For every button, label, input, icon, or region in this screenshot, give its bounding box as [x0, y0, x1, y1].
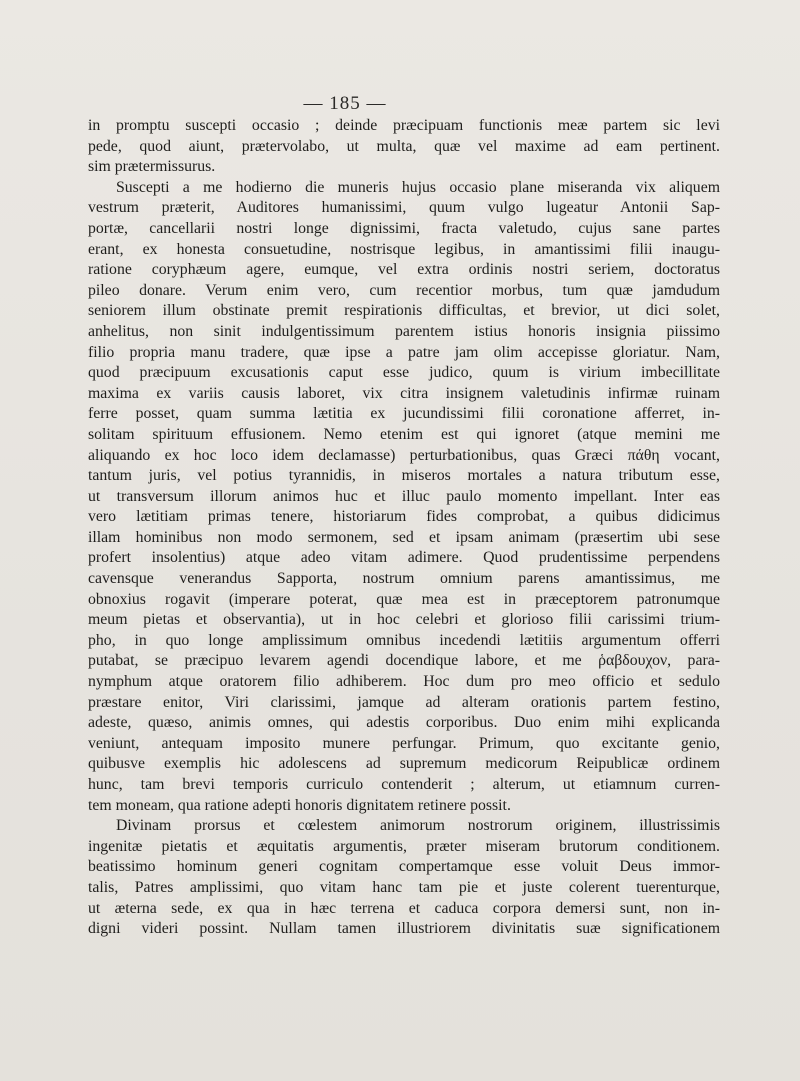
- text-line: profert insolentius) atque adeo vitam adimere. Quod prudentissime perpendens: [88, 549, 720, 567]
- text-line: aliquando ex hoc loco idem declamasse) perturbationibus, quas Græci πάθη vocant,: [88, 446, 720, 464]
- text-line: illam hominibus non modo sermonem, sed et ipsam animam (præsertim ubi sese: [88, 528, 720, 546]
- text-line: solitam spirituum effusionem. Nemo etenim est qui ignoret (atque memini me: [88, 425, 720, 443]
- text-line: obnoxius rogavit (imperare poterat, quæ mea est in præceptorem patronumque: [88, 590, 720, 608]
- text-line: præstare enitor, Viri clarissimi, jamque ad alteram orationis partem festino,: [88, 693, 720, 711]
- text-line: vestrum præterit, Auditores humanissimi, quum vulgo lugeatur Antonii Sap-: [88, 199, 720, 217]
- text-line: veniunt, antequam imposito munere perfungar. Primum, quo excitante genio,: [88, 734, 720, 752]
- text-line: tem moneam, qua ratione adepti honoris dignitatem retinere possit.: [88, 796, 511, 814]
- text-line: portæ, cancellarii nostri longe dignissimi, fracta valetudo, cujus sane partes: [88, 219, 720, 237]
- text-line: Divinam prorsus et cœlestem animorum nostrorum originem, illustrissimis: [116, 817, 720, 835]
- text-line: hunc, tam brevi temporis curriculo contenderit ; alterum, ut etiamnum curren-: [88, 776, 720, 793]
- text-line: pileo donare. Verum enim vero, cum recentior morbus, tum quæ jamdudum: [88, 281, 720, 299]
- text-line: digni videri possint. Nullam tamen illustriorem divinitatis suæ significationem: [88, 920, 720, 938]
- text-line: talis, Patres amplissimi, quo vitam hanc tam pie et juste colerent tuerenturque,: [88, 878, 720, 896]
- text-line: filio propria manu tradere, quæ ipse a patre jam olim accepisse gloriatur. Nam,: [88, 343, 720, 361]
- text-line: quod præcipuum excusationis caput esse judico, quum is virium imbecillitate: [88, 364, 720, 382]
- text-line: cavensque venerandus Sapporta, nostrum omnium parens amantissimus, me: [88, 570, 720, 588]
- text-line: sim prætermissurus.: [88, 158, 216, 176]
- body-text: [88, 116, 720, 940]
- text-line: seniorem illum obstinate premit respirationis difficultas, et brevior, ut dici solet,: [88, 302, 720, 320]
- text-line: vero lætitiam primas tenere, historiarum fides comprobat, a quibus didicimus: [88, 508, 720, 526]
- text-line: tantum juris, vel potius tyrannidis, in miseros mortales a natura tributum esse,: [88, 467, 720, 485]
- text-line: quibusve exemplis hic adolescens ad supremum medicorum Reipublicæ ordinem: [88, 755, 720, 773]
- text-line: ut æterna sede, ex qua in hæc terrena et caduca corpora demersi sunt, non in-: [88, 899, 720, 917]
- text-line: ratione coryphæum agere, eumque, vel extra ordinis nostri seriem, doctoratus: [88, 261, 720, 279]
- text-line: putabat, se præcipuo levarem agendi docendique labore, et me ῥαβδουχον, para-: [88, 652, 720, 670]
- text-line: maxima ex variis causis laboret, vix citra insignem valetudinis infirmæ ruinam: [88, 384, 720, 402]
- text-line: in promptu suscepti occasio ; deinde præcipuam functionis meæ partem sic levi: [88, 117, 720, 134]
- text-line: beatissimo hominum generi cognitam compertamque esse voluit Deus immor-: [88, 858, 720, 876]
- text-line: nymphum atque oratorem filio adhiberem. Hoc dum pro meo officio et sedulo: [88, 673, 720, 691]
- page-number: — 185 —: [303, 93, 387, 114]
- text-line: Suscepti a me hodierno die muneris hujus occasio plane miseranda vix aliquem: [116, 178, 720, 196]
- text-line: adeste, quæso, animis omnes, qui adestis corporibus. Duo enim mihi explicanda: [88, 714, 720, 732]
- text-line: erant, ex honesta consuetudine, nostrisque legibus, in amantissimi filii inaugu-: [88, 240, 720, 258]
- text-line: anhelitus, non sinit indulgentissimum parentem istius honoris insignia piissimo: [88, 322, 720, 340]
- text-line: pho, in quo longe amplissimum omnibus incedendi lætitiis argumentum offerri: [88, 631, 720, 649]
- text-line: meum pietas et observantia), ut in hoc celebri et glorioso filii carissimi trium-: [88, 611, 720, 629]
- text-line: ingenitæ pietatis et æquitatis argumentis, præter miseram brutorum conditionem.: [88, 837, 720, 855]
- text-line: pede, quod aiunt, prætervolabo, ut multa, quæ vel maxime ad eam pertinent.: [88, 137, 720, 155]
- text-line: ut transversum illorum animos huc et illuc paulo momento impellant. Inter eas: [88, 487, 720, 505]
- text-line: ferre posset, quam summa lætitia ex jucundissimi filii coronatione afferret, in-: [88, 405, 720, 423]
